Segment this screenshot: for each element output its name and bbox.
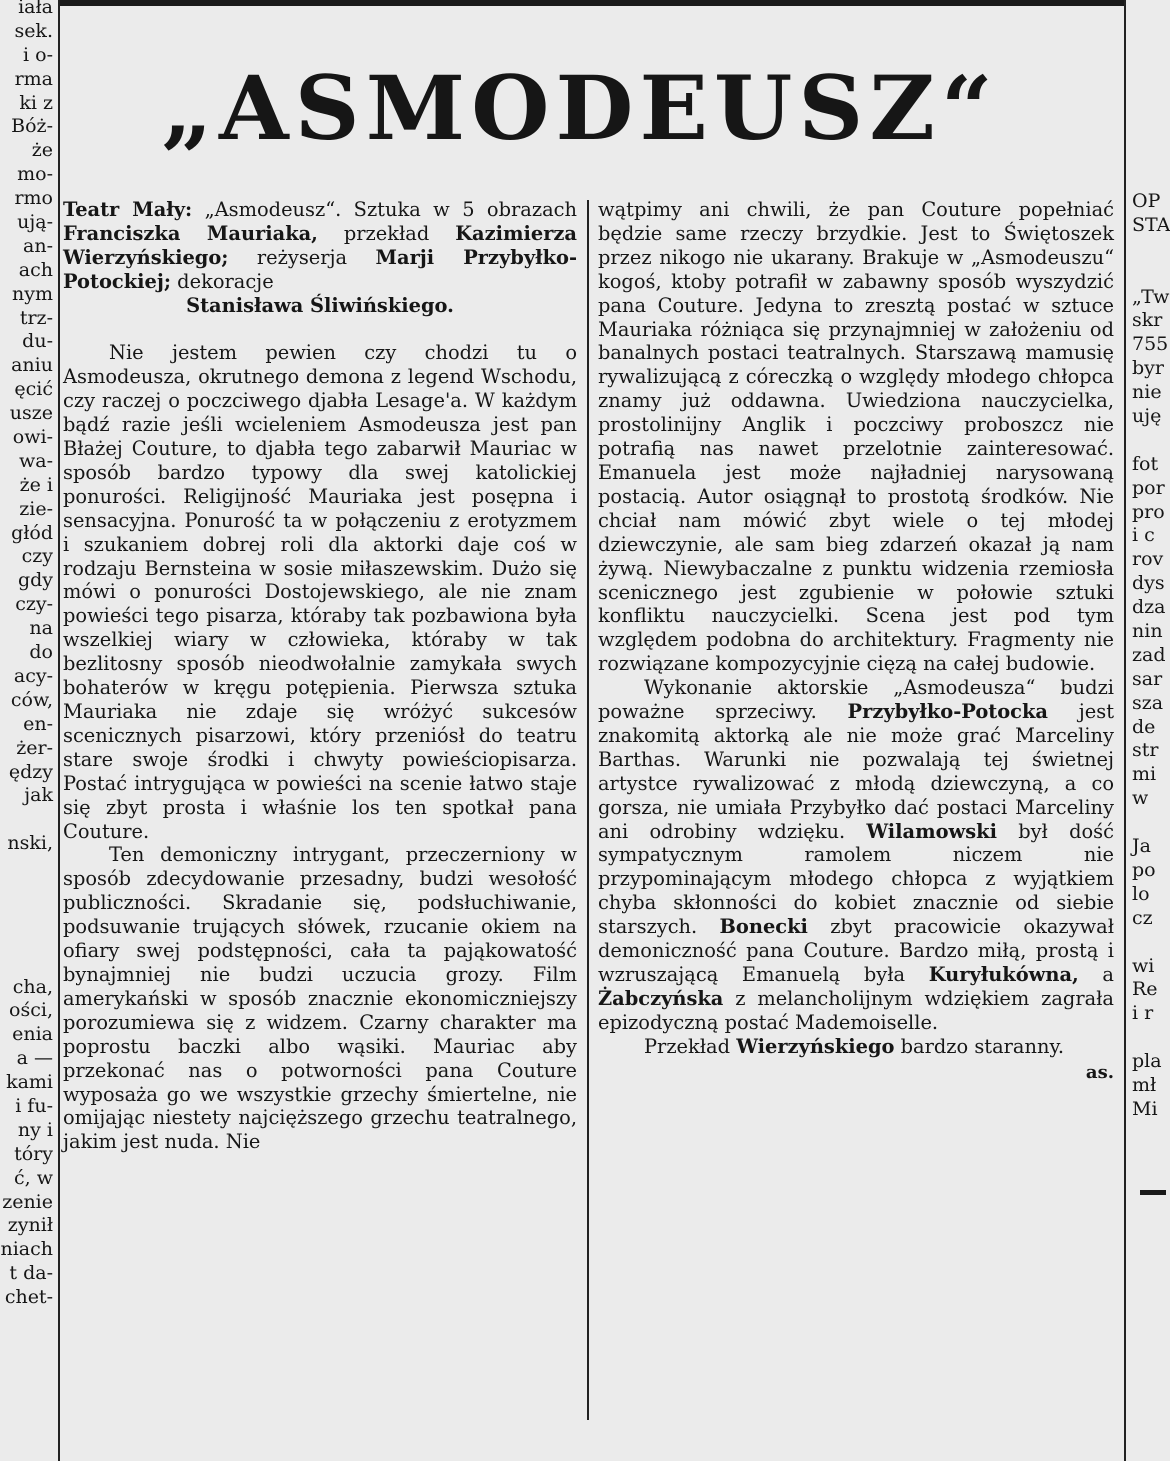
fragment-line (0, 856, 56, 880)
fragment-line: ują- (17, 211, 53, 234)
fragment-line: sza (1132, 691, 1164, 714)
fragment-line: ców, (10, 688, 53, 711)
fragment-line: wi (1132, 954, 1155, 977)
fragment-line: skr (1132, 309, 1163, 332)
fragment-line: rma (14, 67, 53, 90)
fragment-line: ach (18, 258, 53, 281)
fragment-line: nin (1132, 620, 1163, 643)
paragraph-1: Nie jestem pewien czy chodzi tu o Asmodeusza, okrutnego demona z legend Wschodu, czy raczej o poczciwego djabła Lesage'a. W każdym bądź razie jeśli wcieleniem Asmodeusza jest pan Błażej Couture, to djabła tego zabarwił Mauriac w sposób bardzo typowy dla swej katolickiej ponurości. Religijność Mauriaka jest posępna i sensacyjna. Ponurość ta w połączeniu z erotyzmem i szukaniem dobrej roli dla aktorki daje coś w rodzaju Bernsteina w sosie miłaszewskim. Dużo się mówi o ponurości Dostojewskiego, ale nie znam powieści tego pisarza, któraby tak pozbawiona była wszelkiej wiary w człowieka, któraby w tak bezlitosny sposób nieodwołalnie zamykała swych bohaterów w kręgu potępienia. Pierwsza sztuka Mauriaka nie zdaje się wróżyć sukcesów scenicznych pisarzowi, który przeniósł do teatru stare swoje środki i chwyty powieściopisarza. Postać intrygująca w powieści na scenie łatwo staje się zbyt prosta i właśnie los ten spotkał pana Couture. (63, 341, 577, 843)
fragment-line: „Tw (1132, 285, 1170, 308)
fragment-line: Re (1132, 978, 1158, 1001)
paragraph-3: Wykonanie aktorskie „Asmodeusza“ budzi poważne sprzeciwy. Przybyłko-Potocka jest znakomitą aktorką ale nie może grać Marceliny Barthas. Warunki nie pozwalają tej świetnej artystce rywalizować z młodą dziewczyną, a co gorsza, nie umiała Przybyłko dać postaci Marceliny ani odrobiny wdzięku. Wilamowski był dość sympatycznym ramolem niczem nie przypominającym młodego chłopca z wyjątkiem chyba skłonności do kobiet znacznie od siebie starszych. Bonecki zbyt pracowicie okazywał demoniczność pana Couture. Bardzo miłą, prostą i wzruszającą Emanuelą była Kuryłukówna, a Żabczyńska z melancholijnym wdziękiem zagrała epizodyczną postać Mademoiselle. (598, 676, 1114, 1034)
fragment-line: de (1132, 715, 1156, 738)
fragment-line: nski, (7, 832, 53, 855)
fragment-line: en- (23, 712, 53, 735)
center-column-rule (587, 200, 589, 1420)
fragment-line (1132, 262, 1166, 286)
article-credits (63, 198, 577, 318)
fragment-line: owi- (12, 426, 53, 449)
credits-last-line: Stanisława Śliwińskiego. (186, 293, 454, 317)
fragment-line (1132, 931, 1166, 955)
fragment-line (1132, 429, 1166, 453)
fragment-line: na (29, 617, 53, 640)
fragment-line: mo- (17, 163, 53, 186)
fragment-line: czy- (15, 593, 53, 616)
top-rule (60, 0, 1124, 6)
fragment-line (1132, 1026, 1166, 1050)
article-column-2 (598, 198, 1114, 1085)
fragment-line: zad (1132, 643, 1166, 666)
fragment-line: cha, (12, 975, 53, 998)
fragment-line: t da- (9, 1262, 53, 1285)
author-signature: as. (1085, 1061, 1114, 1083)
fragment-line: ości, (9, 999, 53, 1022)
fragment-line: kami (6, 1071, 53, 1094)
fragment-line (1132, 238, 1166, 262)
fragment-line: STA (1132, 213, 1170, 236)
fragment-line: cz (1132, 906, 1153, 929)
fragment-line: ny i (17, 1118, 53, 1141)
fragment-line: mi (1132, 763, 1157, 786)
fragment-line: Bóż- (11, 115, 53, 138)
fragment-line (1132, 811, 1166, 835)
fragment-line: enia (12, 1023, 53, 1046)
fragment-line: w (1132, 787, 1149, 810)
fragment-line: an- (23, 234, 53, 257)
right-column-fragments (1132, 190, 1170, 1122)
left-column-fragments (0, 0, 56, 1310)
credits-text: Teatr Mały: „Asmodeusz“. Sztuka w 5 obrazach Franciszka Mauriaka, przekład Kazimierza Wierzyńskiego; reżyserja Marji Przybyłko-Potockiej; dekoracje (63, 198, 577, 293)
left-column-rule (58, 0, 60, 1461)
fragment-line: nym (12, 282, 53, 305)
fragment-line: aniu (11, 354, 53, 377)
fragment-line: czy (21, 545, 53, 568)
fragment-line: chet- (4, 1286, 53, 1309)
fragment-line: Ja (1132, 835, 1151, 858)
fragment-line: OP (1132, 190, 1161, 212)
fragment-line: tóry (14, 1142, 53, 1165)
fragment-line: i o- (23, 43, 53, 66)
fragment-line: nie (1132, 381, 1162, 404)
fragment-line (0, 880, 56, 904)
fragment-line: rmo (14, 187, 53, 210)
fragment-line: sek. (14, 19, 53, 42)
fragment-line: sar (1132, 667, 1163, 690)
fragment-line: mł (1132, 1073, 1157, 1096)
paragraph-2-continued: wątpimy ani chwili, że pan Couture popełniać będzie same rzeczy brzydkie. Jest to Świętoszek przez nikogo nie ukarany. Brakuje w „Asmodeuszu“ kogoś, ktoby potrafił w zabawny sposób wyszydzić pana Couture. Jedyna to zresztą postać w sztuce Mauriaka różniąca się przynajmniej w założeniu od banalnych postaci teatralnych. Starszawą mamusię rywalizującą z córeczką o względy młodego chłopca znamy już oddawna. Uwiedziona nauczycielka, prostolinijny Anglik i poczciwy proboszcz nie potrafią nas nawet przelotnie zainteresować. Emanuela jest może najładniej narysowaną postacią. Autor osiągnął to prostotą środków. Nie chciał nam mówić zbyt wiele o tej młodej dziewczynie, ale sam bieg zdarzeń okazał ją nam żywą. Niewybaczalne z punktu widzenia rzemiosła scenicznego jest zgubienie w połowie sztuki konfliktu nauczycielki. Scena jest pod tym względem podobna do architektury. Fragmenty nie rozwiązane kompozycyjnie cięzą na całej budowie. (598, 198, 1114, 676)
fragment-line: i r (1132, 1002, 1154, 1025)
fragment-line (0, 952, 56, 976)
fragment-line: usze (9, 402, 53, 425)
fragment-line: ędzy (8, 760, 53, 783)
fragment-line: dza (1132, 596, 1166, 619)
fragment-line: byr (1132, 357, 1164, 380)
fragment-line: dys (1132, 572, 1165, 595)
paragraph-4: Przekład Wierzyńskiego bardzo staranny. (644, 1034, 1064, 1058)
article-title: „ASMODEUSZ“ (161, 56, 999, 160)
fragment-line: jak (24, 784, 53, 807)
fragment-line: 755 (1132, 333, 1169, 356)
fragment-line: ki z (19, 91, 53, 114)
fragment-line: zynił (7, 1214, 53, 1237)
fragment-line: ęcić (14, 378, 53, 401)
right-column-bar (1140, 1190, 1166, 1195)
fragment-line: do (29, 641, 53, 664)
fragment-line: du- (22, 330, 53, 353)
fragment-line: zie- (19, 497, 53, 520)
fragment-line: uję (1132, 405, 1162, 428)
fragment-line: że (31, 139, 53, 162)
fragment-line: lo (1132, 882, 1150, 905)
fragment-line: trz- (19, 306, 53, 329)
fragment-line (0, 928, 56, 952)
fragment-line: głód (11, 521, 53, 544)
fragment-line: rov (1132, 548, 1164, 571)
fragment-line: acy- (13, 664, 53, 687)
fragment-line (0, 808, 56, 832)
fragment-line: iała (18, 0, 53, 18)
article-column-1 (63, 198, 577, 1154)
fragment-line: i c (1132, 524, 1155, 547)
fragment-line: zenie (2, 1190, 53, 1213)
fragment-line: pro (1132, 500, 1165, 523)
fragment-line (0, 904, 56, 928)
fragment-line: wa- (18, 449, 53, 472)
fragment-line: żer- (16, 736, 53, 759)
fragment-line: po (1132, 858, 1156, 881)
fragment-line: niach (0, 1238, 53, 1261)
paragraph-2: Ten demoniczny intrygant, przeczerniony w sposób zdecydowanie przesadny, budzi wesołość publiczności. Skradanie się, podsłuchiwanie, podsuwanie trujących słówek, rzucanie okiem na ofiary swej podstępności, cała ta pająkowatość bynajmniej nie budzi uczucia grozy. Film amerykański w sposób znacznie ekonomiczniejszy porozumiewa się z widzem. Czarny charakter ma poprostu baczki albo wąsiki. Mauriac aby przekonać nas o potworności pana Couture wyposaża go we wszystkie grzechy śmiertelne, nie omijając niestety najcięższego grzechu teatralnego, jakim jest nuda. Nie (63, 843, 577, 1154)
fragment-line: i fu- (15, 1094, 53, 1117)
fragment-line: że i (19, 473, 53, 496)
fragment-line: str (1132, 739, 1159, 762)
fragment-line: ć, w (14, 1166, 53, 1189)
fragment-line: pla (1132, 1050, 1162, 1073)
fragment-line: gdy (17, 569, 53, 592)
fragment-line: Mi (1132, 1097, 1158, 1120)
right-column-rule (1124, 0, 1126, 1461)
fragment-line: a — (16, 1047, 53, 1070)
fragment-line: fot (1132, 452, 1159, 475)
fragment-line: por (1132, 476, 1165, 499)
